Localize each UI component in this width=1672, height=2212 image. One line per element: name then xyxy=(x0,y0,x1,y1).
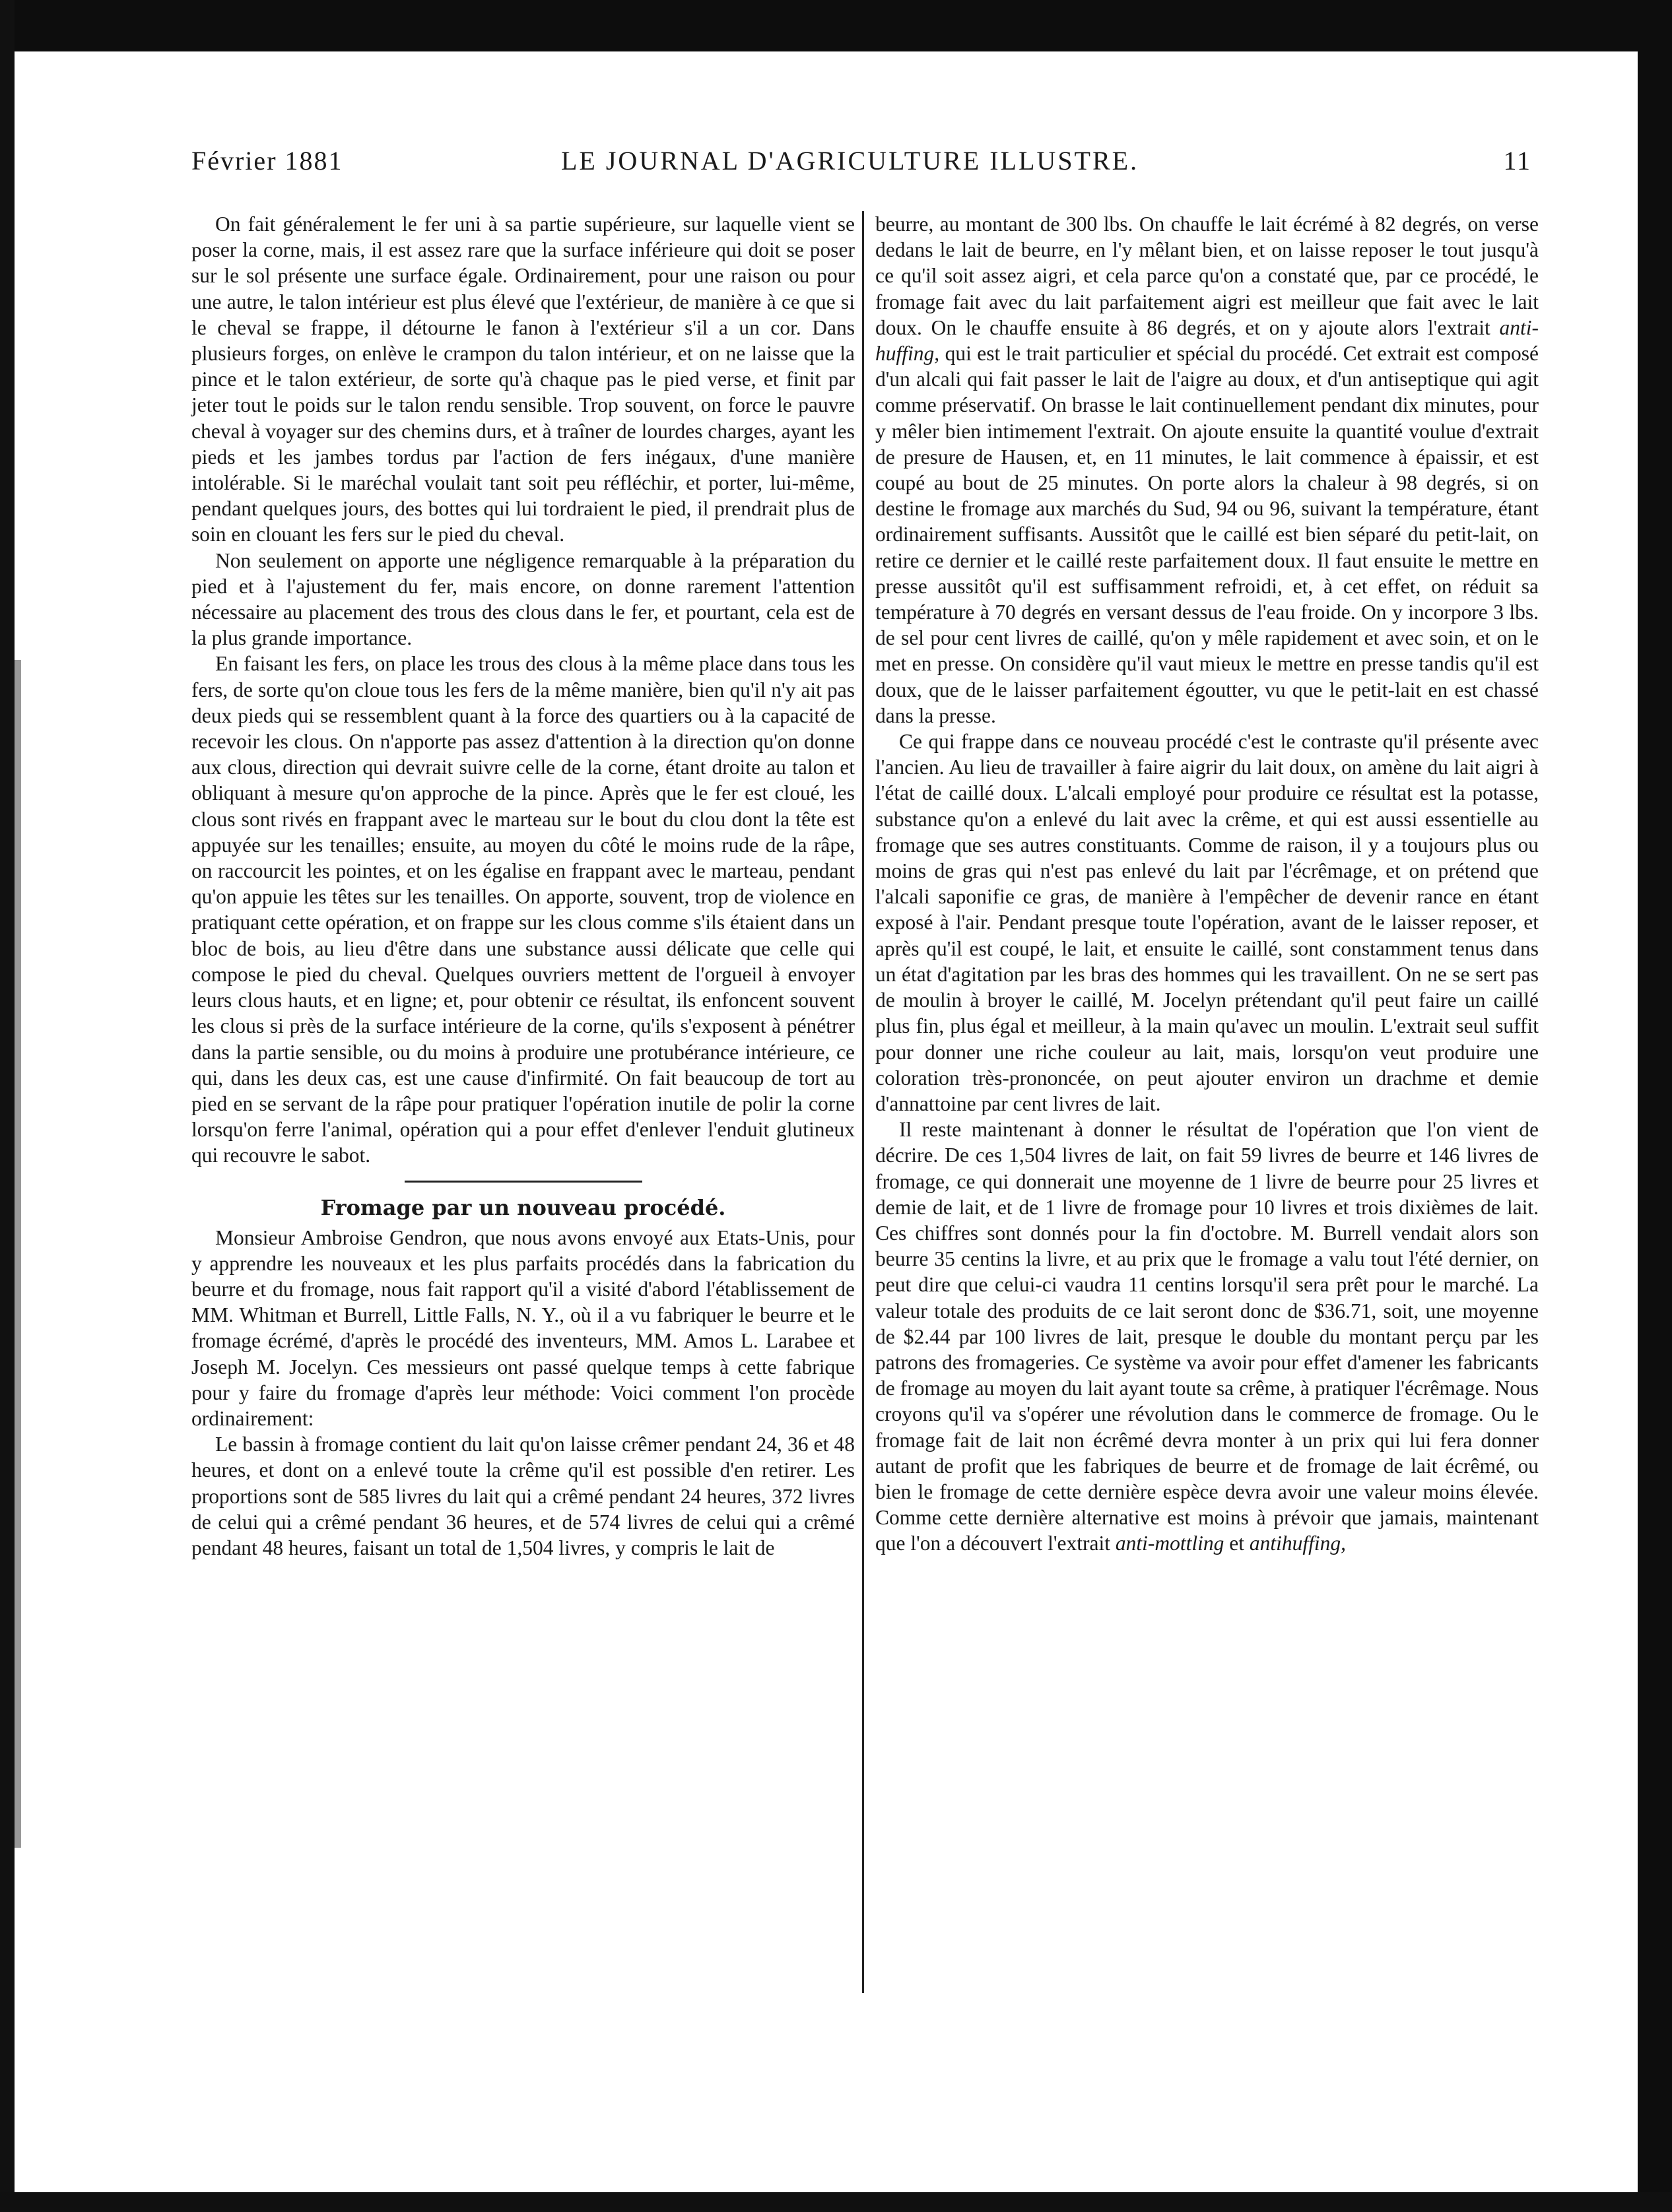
paragraph: Monsieur Ambroise Gendron, que nous avons envoyé aux Etats-Unis, pour y apprendre les nouveaux et les plus parfaits procédés dans la fabrication du beurre et du fromage, nous fait rapport qu'il a visité d'abord l'établissement de MM. Whitman et Burrell, Little Falls, N. Y., où il a vu fabriquer le beurre et le fromage écrémé, d'après le procédé des inventeurs, MM. Amos L. Larabee et Joseph M. Jocelyn. Ces messieurs ont passé quelque temps à cette fabrique pour y faire du fromage d'après leur méthode: Voici comment l'on procède ordinairement: xyxy=(191,1225,855,1430)
paragraph: On fait généralement le fer uni à sa partie supérieure, sur laquelle vient se poser la corne, mais, il est assez rare que la surface inférieure qui doit se poser sur le sol présente une surface égale. Ordinairement, pour une raison ou pour une autre, le talon intérieur est plus élevé que l'extérieur, de manière à ce que si le cheval se frappe, il détourne le fanon à l'extérieur s'il a un cor. Dans plusieurs forges, on enlève le crampon du talon intérieur, et on ne laisse que la pince et le talon extérieur, de sorte qu'à chaque pas le pied verse, et finit par jeter tout le poids sur le talon rendu sensible. Trop souvent, on force le pauvre cheval à voyager sur des chemins durs, et à traîner de lourdes charges, ayant les pieds et les jambes tordus par l'action de fers inégaux, d'une manière intolérable. Si le maréchal voulait tant soit peu réfléchir, et porter, lui-même, pendant quelques jours, des bottes qui lui tordraient le pied, il prendrait plus de soin en clouant les fers sur le pied du cheval. xyxy=(191,212,855,546)
scan-border-bottom xyxy=(0,2192,1672,2212)
italic-term: anti-huffing, xyxy=(875,315,1539,366)
paragraph: En faisant les fers, on place les trous des clous à la même place dans tous les fers, de sorte qu'on cloue tous les fers de la même manière, bien qu'il n'y ait pas deux pieds qui se ressemblent quant à la force des quartiers ou à la capacité de recevoir les clous. On n'apporte pas assez d'attention à la direction qu'on donne aux clous, direction qui devrait suivre celle de la corne, étant droite au talon et obliquant à mesure qu'on approche de la pince. Après que le fer est cloué, les clous sont rivés en frappant avec le marteau sur le bout du clou dont la tête est appuyée sur les tenailles; ensuite, au moyen du côté le moins rude de la râpe, on raccourcit les pointes, et on les égalise en frappant avec le marteau, pendant qu'on appuie les têtes sur les tenailles. On apporte, souvent, trop de violence en pratiquant cette opération, et on frappe sur les clous comme s'ils étaient dans un bloc de bois, au lieu d'être dans une substance aussi délicate que celle qui compose le pied du cheval. Quelques ouvriers mettent de l'orgueil à envoyer leurs clous hauts, et en ligne; et, pour obtenir ce résultat, ils enfoncent souvent les clous si près de la surface intérieure de la corne, qu'ils s'exposent à pénétrer dans la partie sensible, ou du moins à produire une protubérance intérieure, ce qui, dans les deux cas, est une cause d'infirmité. On fait beaucoup de tort au pied en se servant de la râpe pour pratiquer l'opération inutile de polir la corne lorsqu'on ferre l'animal, opération qui a pour effet d'enlever l'enduit glutineux qui recouvre le sabot. xyxy=(191,652,855,1167)
text-run: Il reste maintenant à donner le résultat de l'opération que l'on vient de décrire. De ces 1,504 livres de lait, on fait 59 livres de beurre et 146 livres de fromage, ce qui donnerait une moyenne de 1 livre de beurre pour 25 livres et demie de lait, et de 1 livre de fromage pour 10 livres et trois dixièmes de lait. Ces chiffres sont donnés pour la fin d'octobre. M. Burrell vendait alors son beurre 35 centins la livre, et au prix que le fromage a valu tout l'été dernier, on peut dire que celui-ci vaudra 11 centins lorsqu'il sera prêt pour le marché. La valeur totale des produits de ce lait seront donc de $36.71, soit, une moyenne de $2.44 par 100 livres de lait, presque le double du montant perçu par les patrons des fromageries. Ce système va avoir pour effet d'amener les fabricants de fromage au moyen du lait ayant toute sa crême, à pratiquer l'écrêmage. Nous croyons qu'il va s'opérer une révolution dans le commerce de fromage. Ou le fromage fait de lait non écrêmé devra monter à un prix qui lui fera donner autant de profit que les fabriques de beurre et de fromage de lait écrêmé, ou bien le fromage de cette dernière espèce devra avoir une valeur moins élevée. Comme cette dernière alternative est moins à prévoir que jamais, maintenant que l'on a découvert l'extrait xyxy=(875,1118,1539,1555)
italic-term: antihuffing, xyxy=(1249,1532,1346,1555)
paragraph: Le bassin à fromage contient du lait qu'on laisse crêmer pendant 24, 36 et 48 heures, et dont on a enlevé toute la crême qu'il est possible d'en retirer. Les proportions sont de 585 livres du lait qui a crêmé pendant 24 heures, 372 livres de celui qui a crêmé pendant 36 heures, et de 574 livres de celui qui a crêmé pendant 48 heures, faisant un total de 1,504 livres, y compris le lait de xyxy=(191,1433,855,1559)
paragraph xyxy=(875,211,1539,729)
scan-border-left-shadow xyxy=(15,660,21,1848)
left-column xyxy=(191,211,855,1561)
column-rule xyxy=(862,211,864,1993)
section-divider xyxy=(405,1181,642,1183)
article-columns xyxy=(191,211,1558,2112)
paragraph: Non seulement on apporte une négligence remarquable à la préparation du pied et à l'ajustement du fer, mais encore, on donne rarement l'attention nécessaire au placement des trous des clous dans le fer, et pourtant, cela est de la plus grande importance. xyxy=(191,548,855,650)
scan-border-left xyxy=(0,0,15,2212)
right-column xyxy=(875,211,1539,1557)
page-number: 11 xyxy=(1503,146,1531,176)
text-run: qui est le trait particulier et spécial du procédé. Cet extrait est composé d'un alcali qui fait passer le lait de l'aigre au doux, et d'un antiseptique qui agit comme préservatif. On brasse le lait continuellement pendant dix minutes, pour y mêler bien intimement l'extrait. On ajoute ensuite la quantité voulue d'extrait de presure de Hausen, et, en 11 minutes, le lait commence à épaissir, et est coupé au bout de 25 minutes. On porte alors la chaleur à 98 degrés, si on destine le fromage aux marchés du Sud, 94 ou 96, suivant la température, étant ordinairement suffisants. Aussitôt que le caillé est bien séparé du petit-lait, on retire ce dernier et le caillé reste parfaitement doux. Il faut ensuite le mettre en presse aussitôt qu'il est suffisamment refroidi, et, à cet effet, on réduit sa température à 70 degrés en versant dessus de l'eau froide. On y incorpore 3 lbs. de sel pour cent livres de caillé, qu'on y mêle rapidement et avec soin, et on le met en presse. On considère qu'il vaut mieux le mettre en presse tandis qu'il est doux, que de le laisser parfaitement égoutter, vu que le petit-lait en est chassé dans la presse. xyxy=(875,342,1539,727)
paragraph: Ce qui frappe dans ce nouveau procédé c'est le contraste qu'il présente avec l'ancien. Au lieu de travailler à faire aigrir du lait doux, on amène du lait aigri à l'état de caillé doux. L'alcali employé pour produire ce résultat est la potasse, substance qu'on a enlevé du lait avec la crême, et qui est aussi essentielle au fromage que ses autres constituants. Comme de raison, il y a toujours plus ou moins de gras qui n'est pas enlevé du lait par l'écrêmage, et on prétend que l'alcali saponifie ce gras, de manière à l'empêcher de devenir rance en étant exposé à l'air. Pendant presque toute l'opération, avant de le laisser reposer, et après qu'il est coupé, le lait, et ensuite le caillé, sont constamment tenus dans un état d'agitation par les bras des hommes qui les travaillent. On ne se sert pas de moulin à broyer le caillé, M. Jocelyn prétendant qu'il peut faire un caillé plus fin, plus égal et meilleur, à la main qu'avec un moulin. L'extrait seul suffit pour donner une riche couleur au lait, mais, lorsqu'on veut produire une coloration très-prononcée, on peut ajouter environ un drachme et demie d'annattoine par cent livres de lait. xyxy=(875,730,1539,1115)
scan-border-right xyxy=(1638,0,1672,2212)
header-date: Février 1881 xyxy=(191,146,343,176)
page-header xyxy=(191,139,1558,185)
section-title: Fromage par un nouveau procédé. xyxy=(320,1194,726,1220)
text-run: beurre, au montant de 300 lbs. On chauffe le lait écrémé à 82 degrés, on verse dedans le lait de beurre, en l'y mêlant bien, et on laisse reposer le tout jusqu'à ce qu'il soit assez aigri, et cela parce qu'on a constaté que, par ce procédé, le fromage fait avec du lait parfaitement aigri est meilleur que fait avec le lait doux. On le chauffe ensuite à 86 degrés, et on y ajoute alors l'extrait xyxy=(875,212,1539,339)
italic-term: anti-mottling xyxy=(1115,1532,1224,1555)
text-run: et xyxy=(1229,1532,1244,1555)
scan-border-top xyxy=(0,0,1672,51)
header-title: LE JOURNAL D'AGRICULTURE ILLUSTRE. xyxy=(561,146,1139,176)
newspaper-page xyxy=(191,139,1558,2118)
paragraph xyxy=(875,1117,1539,1556)
